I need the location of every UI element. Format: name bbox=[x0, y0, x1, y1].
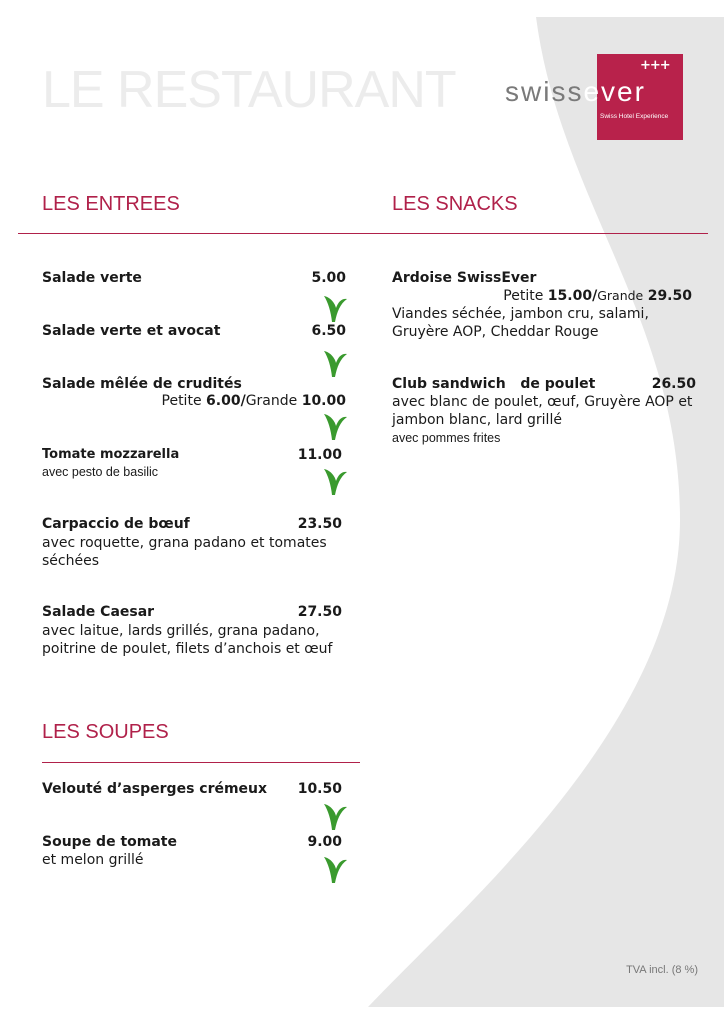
item-price: 27.50 bbox=[297, 604, 342, 620]
item-price: 10.50 bbox=[297, 781, 342, 797]
item-name: Salade Caesar bbox=[42, 604, 155, 620]
grande-price: 29.50 bbox=[647, 288, 692, 304]
vegetarian-icon bbox=[322, 347, 348, 379]
item-description: avec laitue, lards grillés, grana padano, poitrine de poulet, filets d’anchois et œuf bbox=[42, 623, 333, 657]
item-price: 26.50 bbox=[651, 376, 696, 392]
page-title: LE RESTAURANT bbox=[42, 61, 456, 119]
item-price: 5.00 bbox=[311, 270, 346, 286]
grande-price: 10.00 bbox=[301, 393, 346, 409]
item-price: 6.50 bbox=[311, 323, 346, 339]
size-separator: / bbox=[240, 393, 246, 409]
size-separator: / bbox=[592, 288, 598, 304]
logo-word-ever: ever bbox=[583, 76, 646, 107]
section-divider bbox=[18, 233, 708, 234]
grande-label: Grande bbox=[245, 393, 298, 409]
item-name: Salade verte bbox=[42, 270, 142, 286]
item-name: Salade verte et avocat bbox=[42, 323, 221, 339]
item-name: Tomate mozzarella bbox=[42, 447, 180, 462]
item-description: et melon grillé bbox=[42, 852, 144, 868]
grande-label: Grande bbox=[597, 288, 644, 303]
item-price: 11.00 bbox=[297, 447, 342, 463]
item-description: Viandes séchée, jambon cru, salami, Gruyère AOP, Cheddar Rouge bbox=[392, 306, 649, 340]
item-description: avec pesto de basilic bbox=[42, 465, 159, 479]
snacks-title: LES SNACKS bbox=[392, 193, 518, 215]
vegetarian-icon bbox=[322, 410, 348, 442]
entrees-title: LES ENTREES bbox=[42, 193, 180, 215]
item-name: Carpaccio de bœuf bbox=[42, 516, 190, 532]
item-name: Ardoise SwissEver bbox=[392, 270, 537, 286]
soupes-divider bbox=[42, 762, 360, 763]
petite-price: 15.00 bbox=[547, 288, 593, 304]
item-name: Soupe de tomate bbox=[42, 834, 177, 850]
vegetarian-icon bbox=[322, 853, 348, 885]
item-description: avec roquette, grana padano et tomates séchées bbox=[42, 535, 327, 569]
petite-label: Petite bbox=[161, 393, 202, 409]
item-name: Salade mêlée de crudités bbox=[42, 376, 242, 392]
item-description: avec blanc de poulet, œuf, Gruyère AOP et jambon blanc, lard grillé bbox=[392, 394, 693, 428]
vegetarian-icon bbox=[322, 800, 348, 832]
logo-plus: +++ bbox=[640, 58, 670, 73]
item-price: 9.00 bbox=[307, 834, 342, 850]
logo-tagline: Swiss Hotel Experience bbox=[600, 113, 669, 120]
item-price: 23.50 bbox=[297, 516, 342, 532]
logo-word-swiss: swiss bbox=[505, 76, 584, 107]
soupes-title: LES SOUPES bbox=[42, 721, 169, 743]
tva-note: TVA incl. (8 %) bbox=[626, 964, 698, 976]
item-extra: avec pommes frites bbox=[392, 431, 501, 445]
logo bbox=[505, 78, 646, 106]
vegetarian-icon bbox=[322, 292, 348, 324]
petite-label: Petite bbox=[503, 288, 544, 304]
size-prices bbox=[440, 288, 692, 304]
item-name: Club sandwich de poulet bbox=[392, 376, 596, 392]
petite-price: 6.00 bbox=[206, 393, 241, 409]
size-prices bbox=[120, 393, 346, 409]
item-name: Velouté d’asperges crémeux bbox=[42, 781, 268, 797]
vegetarian-icon bbox=[322, 465, 348, 497]
